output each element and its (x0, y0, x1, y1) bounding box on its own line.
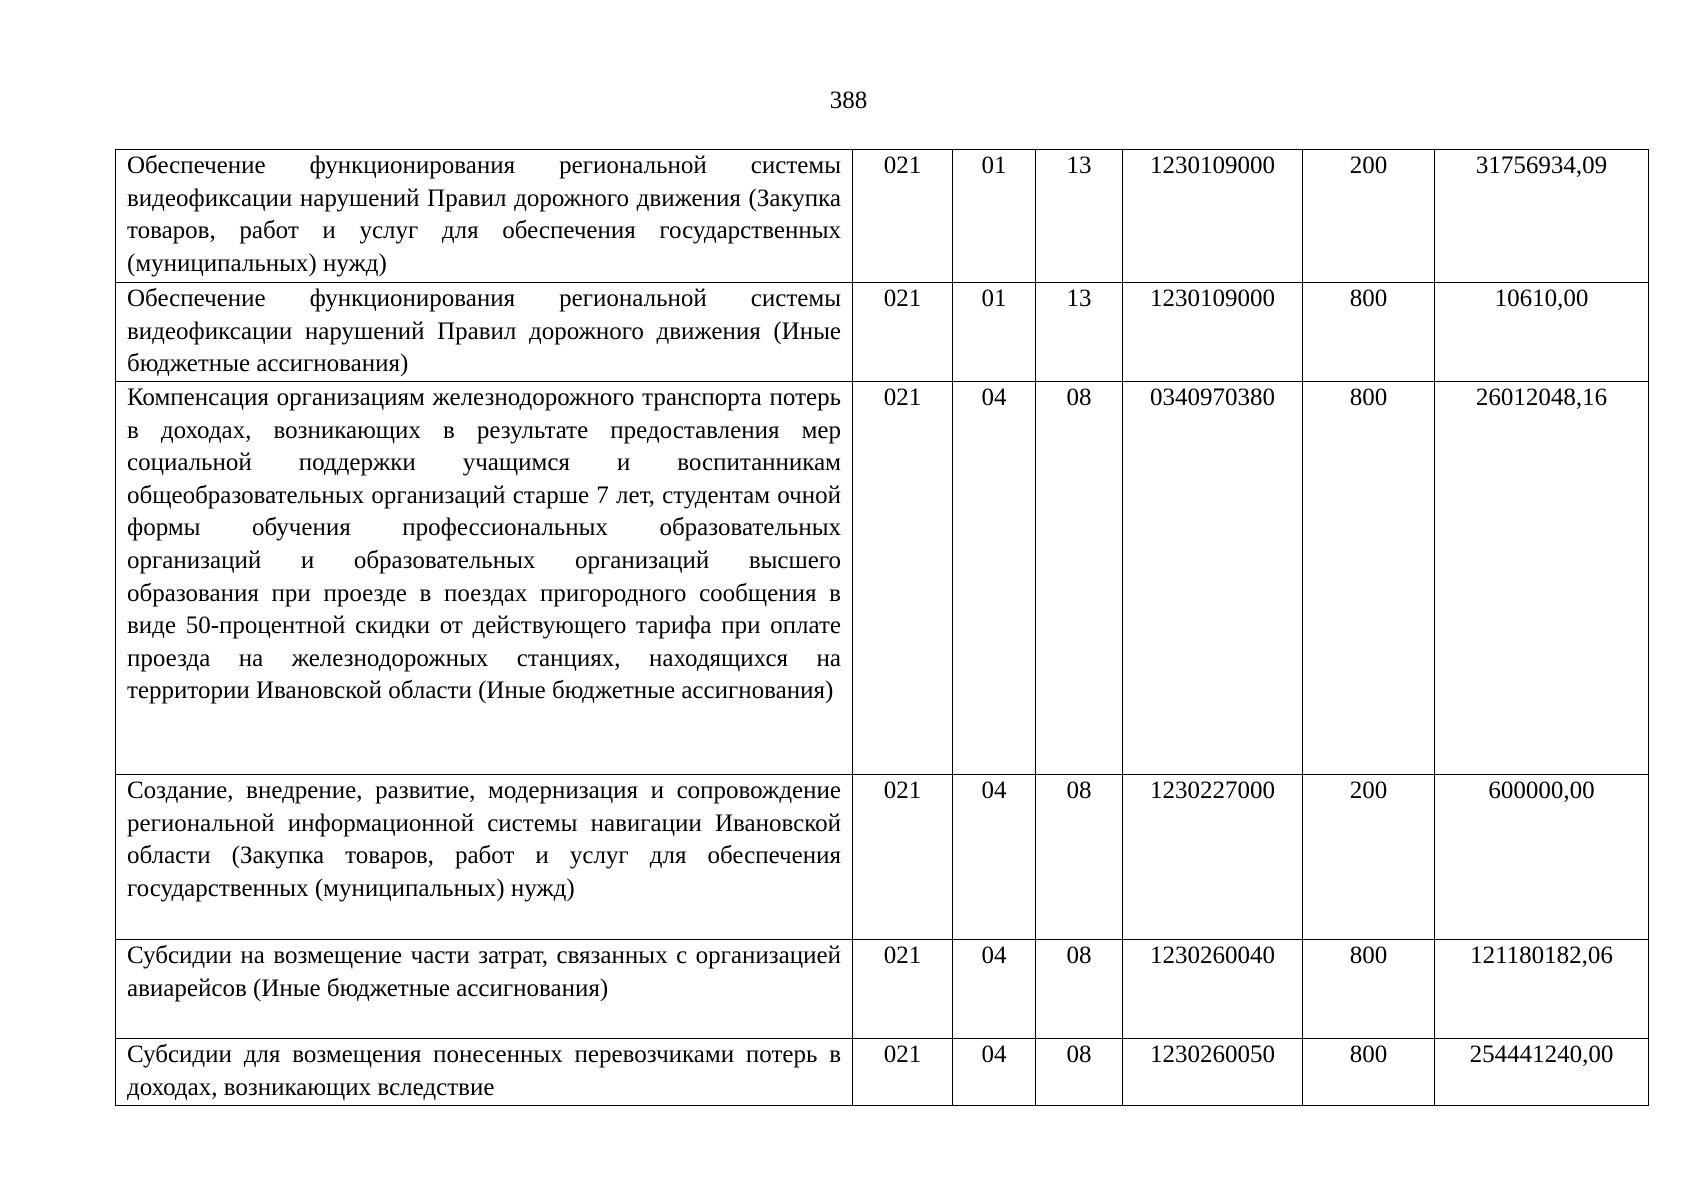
table-row (116, 382, 1649, 775)
page-number: 388 (829, 87, 868, 114)
expense-type-code: 800 (1303, 940, 1435, 1039)
target-article-code: 1230109000 (1123, 283, 1303, 382)
expense-type-code: 800 (1303, 382, 1435, 775)
ministry-code: 021 (853, 775, 953, 940)
row-description: Создание, внедрение, развитие, модернизация и сопровождение региональной информационной системы навигации Ивановской области (Закупка товаров, работ и услуг для обеспечения государственных (муниципальных) нужд) (116, 775, 853, 940)
target-article-code: 1230260040 (1123, 940, 1303, 1039)
row-description: Компенсация организациям железнодорожного транспорта потерь в доходах, возникающих в результате предоставления мер социальной поддержки учащимся и воспитанникам общеобразовательных организаций старше 7 лет, студентам очной формы обучения профессиональных образовательных организаций и образовательных организаций высшего образования при проезде в поездах пригородного сообщения в виде 50-процентной скидки от действующего тарифа при оплате проезда на железнодорожных станциях, находящихся на территории Ивановской области (Иные бюджетные ассигнования) (116, 382, 853, 775)
expense-type-code: 800 (1303, 283, 1435, 382)
table-row (116, 283, 1649, 382)
expense-type-code: 200 (1303, 775, 1435, 940)
row-description: Субсидии для возмещения понесенных перевозчиками потерь в доходах, возникающих вследствие (116, 1039, 853, 1106)
target-article-code: 0340970380 (1123, 382, 1303, 775)
ministry-code: 021 (853, 382, 953, 775)
section-code: 01 (953, 283, 1036, 382)
row-description: Субсидии на возмещение части затрат, связанных с организацией авиарейсов (Иные бюджетные ассигнования) (116, 940, 853, 1039)
subsection-code: 08 (1036, 775, 1123, 940)
section-code: 01 (953, 150, 1036, 283)
expense-type-code: 800 (1303, 1039, 1435, 1106)
subsection-code: 08 (1036, 1039, 1123, 1106)
subsection-code: 13 (1036, 283, 1123, 382)
subsection-code: 13 (1036, 150, 1123, 283)
amount: 121180182,06 (1435, 940, 1649, 1039)
table-row (116, 940, 1649, 1039)
expense-type-code: 200 (1303, 150, 1435, 283)
table-row (116, 150, 1649, 283)
amount: 26012048,16 (1435, 382, 1649, 775)
section-code: 04 (953, 1039, 1036, 1106)
row-description: Обеспечение функционирования региональной системы видеофиксации нарушений Правил дорожного движения (Иные бюджетные ассигнования) (116, 283, 853, 382)
amount: 10610,00 (1435, 283, 1649, 382)
amount: 31756934,09 (1435, 150, 1649, 283)
subsection-code: 08 (1036, 382, 1123, 775)
ministry-code: 021 (853, 150, 953, 283)
amount: 600000,00 (1435, 775, 1649, 940)
budget-table (115, 149, 1649, 1106)
section-code: 04 (953, 382, 1036, 775)
row-description: Обеспечение функционирования региональной системы видеофиксации нарушений Правил дорожного движения (Закупка товаров, работ и услуг для обеспечения государственных (муниципальных) нужд) (116, 150, 853, 283)
section-code: 04 (953, 775, 1036, 940)
ministry-code: 021 (853, 940, 953, 1039)
ministry-code: 021 (853, 283, 953, 382)
target-article-code: 1230227000 (1123, 775, 1303, 940)
target-article-code: 1230260050 (1123, 1039, 1303, 1106)
table-row (116, 1039, 1649, 1106)
table-row (116, 775, 1649, 940)
section-code: 04 (953, 940, 1036, 1039)
ministry-code: 021 (853, 1039, 953, 1106)
amount: 254441240,00 (1435, 1039, 1649, 1106)
target-article-code: 1230109000 (1123, 150, 1303, 283)
subsection-code: 08 (1036, 940, 1123, 1039)
